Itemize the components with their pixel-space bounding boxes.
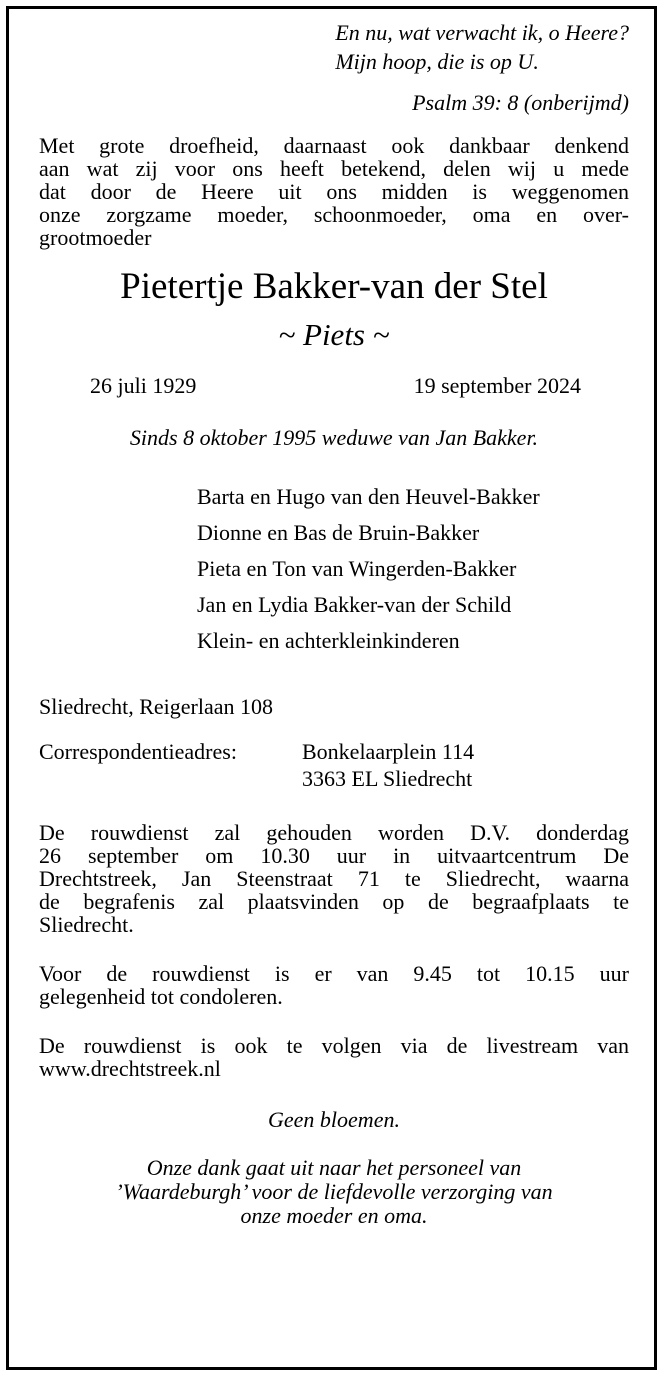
service-paragraph [39, 821, 629, 936]
birth-date: 26 juli 1929 [90, 373, 197, 398]
intro-line: grootmoeder [39, 225, 152, 250]
widow-note: Sinds 8 oktober 1995 weduwe van Jan Bakker. [129, 425, 539, 450]
service-line: 26 september om 10.30 uur in uitvaartcentrum De [39, 843, 629, 868]
intro-line: aan wat zij voor ons heeft betekend, delen wij u mede [39, 156, 629, 181]
verse-reference: Psalm 39: 8 (onberijmd) [412, 90, 629, 115]
thanks-line: Onze dank gaat uit naar het personeel van [146, 1155, 522, 1180]
family-member: Klein- en achterkleinkinderen [197, 628, 460, 653]
family-member: Jan en Lydia Bakker-van der Schild [197, 592, 512, 617]
family-list [197, 479, 629, 659]
thanks-line: onze moeder en oma. [240, 1203, 428, 1228]
death-date: 19 september 2024 [413, 373, 581, 398]
livestream-url: www.drechtstreek.nl [39, 1056, 221, 1081]
service-line: De rouwdienst zal gehouden worden D.V. donderdag [39, 820, 629, 845]
intro-line: Met grote droefheid, daarnaast ook dankbaar denkend [39, 133, 629, 158]
verse-line: Mijn hoop, die is op U. [335, 49, 539, 74]
service-line: Sliedrecht. [39, 912, 134, 937]
condolence-line: gelegenheid tot condoleren. [39, 984, 283, 1009]
correspondence-lines [302, 738, 474, 792]
deceased-nickname: ~ Piets ~ [278, 317, 390, 352]
correspondence-city: 3363 EL Sliedrecht [302, 766, 473, 791]
bible-verse [39, 18, 629, 76]
life-dates [39, 372, 629, 400]
service-line: de begrafenis zal plaatsvinden op de begraafplaats te [39, 889, 629, 914]
deceased-name: Pietertje Bakker-van der Stel [120, 266, 548, 307]
family-member: Dionne en Bas de Bruin-Bakker [197, 520, 480, 545]
obituary-announcement [39, 18, 629, 1228]
verse-line: En nu, wat verwacht ik, o Heere? [335, 20, 629, 45]
correspondence-street: Bonkelaarplein 114 [302, 739, 475, 764]
intro-line: dat door de Heere uit ons midden is weggenomen [39, 179, 629, 204]
thanks-line: ’Waardeburgh’ voor de liefdevolle verzorging van [115, 1179, 553, 1204]
no-flowers-note: Geen bloemen. [268, 1107, 400, 1132]
correspondence-label: Correspondentieadres: [39, 739, 237, 764]
condolence-line: Voor de rouwdienst is er van 9.45 tot 10.15 uur [39, 961, 629, 986]
service-line: Drechtstreek, Jan Steenstraat 71 te Sliedrecht, waarna [39, 866, 629, 891]
family-member: Barta en Hugo van den Heuvel-Bakker [197, 484, 540, 509]
condolence-paragraph [39, 962, 629, 1008]
intro-line: onze zorgzame moeder, schoonmoeder, oma en over- [39, 202, 629, 227]
intro-paragraph [39, 134, 629, 249]
correspondence-address [39, 738, 629, 792]
home-address: Sliedrecht, Reigerlaan 108 [39, 694, 273, 719]
livestream-line: De rouwdienst is ook te volgen via de livestream van [39, 1033, 629, 1058]
family-member: Pieta en Ton van Wingerden-Bakker [197, 556, 517, 581]
thanks-note [39, 1156, 629, 1228]
livestream-paragraph [39, 1034, 629, 1080]
